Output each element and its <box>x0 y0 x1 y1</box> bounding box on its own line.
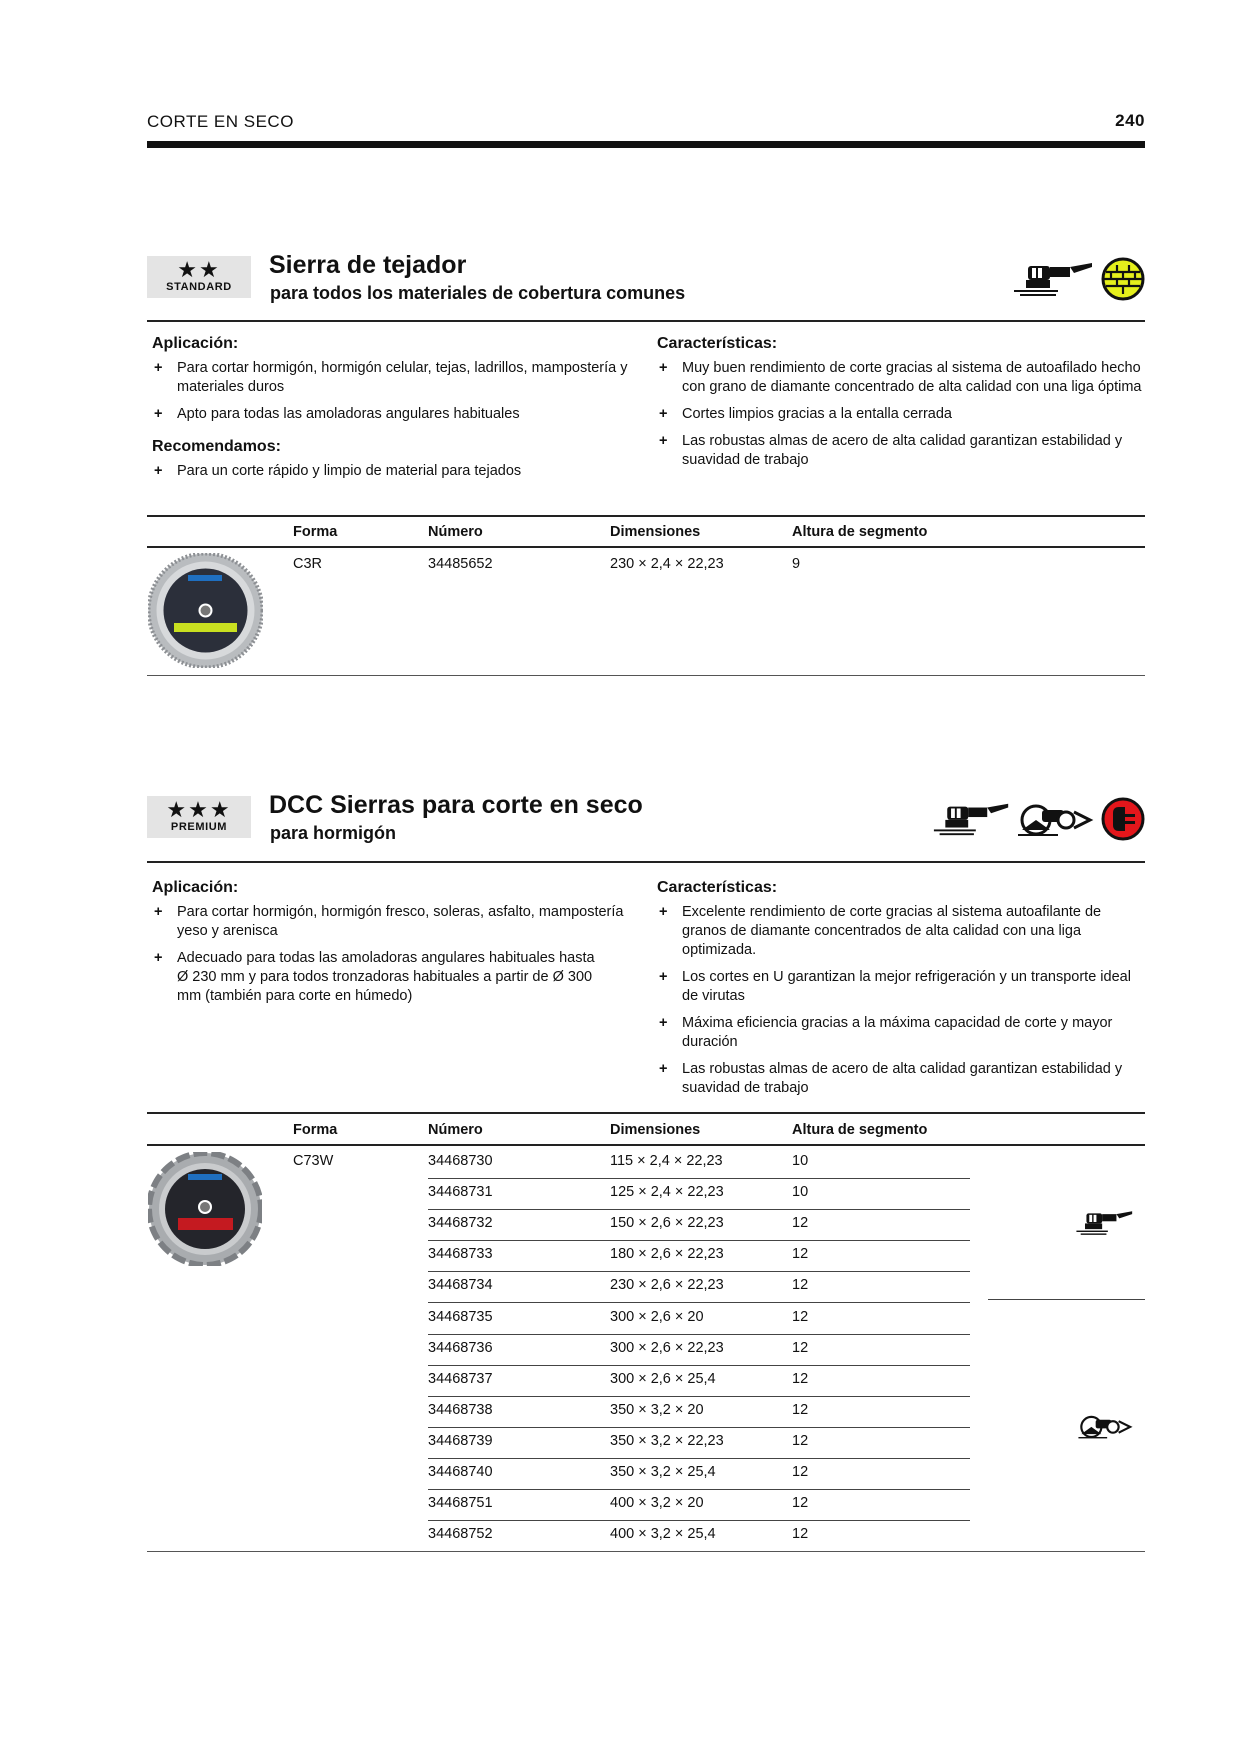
dimensiones-value: 115 × 2,4 × 22,23 <box>610 1153 723 1169</box>
table-top-rule <box>147 515 1145 517</box>
concrete-material-icon <box>1101 797 1145 841</box>
dimensiones-value: 150 × 2,6 × 22,23 <box>610 1215 724 1231</box>
dimensiones-value: 125 × 2,4 × 22,23 <box>610 1184 724 1200</box>
caracteristicas-item: + Las robustas almas de acero de alta calidad garantizan estabilidad y suavidad de trabajo <box>657 432 1142 470</box>
caracteristicas-item: + Las robustas almas de acero de alta calidad garantizan estabilidad y suavidad de trabajo <box>657 1060 1142 1098</box>
altura-value: 12 <box>792 1402 809 1418</box>
dimensiones-value: 230 × 2,4 × 22,23 <box>610 556 724 572</box>
numero-value: 34485652 <box>428 556 493 572</box>
altura-value: 10 <box>792 1184 809 1200</box>
numero-value: 34468735 <box>428 1309 493 1325</box>
caracteristicas-heading: Características: <box>657 879 778 896</box>
product-image-disc <box>148 1152 262 1266</box>
quality-badge-premium <box>147 796 251 838</box>
quality-level-label: STANDARD <box>166 281 232 293</box>
dimensiones-value: 300 × 2,6 × 22,23 <box>610 1340 724 1356</box>
numero-value: 34468736 <box>428 1340 493 1356</box>
numero-value: 34468730 <box>428 1153 493 1169</box>
altura-value: 12 <box>792 1246 809 1262</box>
row-separator <box>428 1178 970 1179</box>
quality-level-label: PREMIUM <box>170 821 228 833</box>
numero-value: 34468734 <box>428 1277 493 1293</box>
quality-badge-standard <box>147 256 251 298</box>
stars-rating: ★★★ <box>166 797 232 822</box>
row-separator <box>428 1520 970 1521</box>
row-separator <box>428 1209 970 1210</box>
product-subtitle: para hormigón <box>270 823 397 843</box>
altura-value: 12 <box>792 1371 809 1387</box>
angle-grinder-icon <box>1075 1207 1135 1237</box>
section-header: CORTE EN SECO <box>147 112 294 131</box>
table-header-rule <box>147 1144 1145 1146</box>
numero-value: 34468731 <box>428 1184 493 1200</box>
forma-value: C73W <box>293 1153 334 1169</box>
group-separator <box>988 1299 1145 1300</box>
dimensiones-value: 300 × 2,6 × 20 <box>610 1309 704 1325</box>
caracteristicas-item: + Muy buen rendimiento de corte gracias al sistema de autoafilado hecho con grano de diamante concentrado de alta calidad con una liga óptima <box>657 359 1142 397</box>
numero-value: 34468752 <box>428 1526 493 1542</box>
col-header-numero: Número <box>428 1122 483 1138</box>
aplicacion-block <box>152 879 637 1014</box>
dimensiones-value: 350 × 3,2 × 20 <box>610 1402 704 1418</box>
altura-value: 12 <box>792 1464 809 1480</box>
recomendamos-item: + Para un corte rápido y limpio de material para tejados <box>152 462 637 481</box>
caracteristicas-item: + Excelente rendimiento de corte gracias al sistema autoafilante de granos de diamante concentrados de alta calidad con una liga optimizada. <box>657 903 1142 960</box>
row-separator <box>428 1365 970 1366</box>
row-separator <box>428 1271 970 1272</box>
col-header-altura: Altura de segmento <box>792 1122 928 1138</box>
row-separator <box>428 1489 970 1490</box>
aplicacion-item: + Para cortar hormigón, hormigón celular, tejas, ladrillos, mampostería y materiales duros <box>152 359 637 397</box>
product-image-disc <box>148 553 263 668</box>
dimensiones-value: 350 × 3,2 × 25,4 <box>610 1464 716 1480</box>
dimensiones-value: 180 × 2,6 × 22,23 <box>610 1246 724 1262</box>
altura-value: 9 <box>792 556 801 572</box>
caracteristicas-item: + Cortes limpios gracias a la entalla cerrada <box>657 405 1142 424</box>
forma-value: C3R <box>293 556 323 572</box>
section-rule <box>147 861 1145 863</box>
numero-value: 34468737 <box>428 1371 493 1387</box>
angle-grinder-icon <box>932 798 1012 838</box>
altura-value: 12 <box>792 1277 809 1293</box>
numero-value: 34468740 <box>428 1464 493 1480</box>
col-header-numero: Número <box>428 524 483 540</box>
dimensiones-value: 400 × 3,2 × 20 <box>610 1495 704 1511</box>
product-title: Sierra de tejador <box>269 251 467 279</box>
product-subtitle: para todos los materiales de cobertura comunes <box>270 283 686 303</box>
altura-value: 12 <box>792 1340 809 1356</box>
recomendamos-heading: Recomendamos: <box>152 438 281 455</box>
table-bottom-rule <box>147 1551 1145 1552</box>
cut-off-saw-icon <box>1016 798 1094 838</box>
row-separator <box>428 1334 970 1335</box>
brick-material-icon <box>1101 257 1145 301</box>
section-rule <box>147 320 1145 322</box>
row-separator <box>428 1458 970 1459</box>
angle-grinder-icon <box>1012 258 1096 298</box>
aplicacion-item: + Adecuado para todas las amoladoras angulares habituales hasta Ø 230 mm y para todos tronzadoras habituales a partir de Ø 300 mm (también para corte en húmedo) <box>152 949 602 1006</box>
product-title: DCC Sierras para corte en seco <box>269 791 643 819</box>
page-number: 240 <box>1115 111 1145 130</box>
altura-value: 12 <box>792 1495 809 1511</box>
altura-value: 12 <box>792 1309 809 1325</box>
row-separator <box>428 1240 970 1241</box>
numero-value: 34468738 <box>428 1402 493 1418</box>
aplicacion-block <box>152 335 637 489</box>
table-header-rule <box>147 546 1145 548</box>
aplicacion-item: + Para cortar hormigón, hormigón fresco, soleras, asfalto, mampostería yeso y arenisca <box>152 903 637 941</box>
altura-value: 12 <box>792 1526 809 1542</box>
altura-value: 10 <box>792 1153 809 1169</box>
col-header-forma: Forma <box>293 1122 338 1138</box>
row-separator <box>428 1396 970 1397</box>
col-header-forma: Forma <box>293 524 338 540</box>
altura-value: 12 <box>792 1433 809 1449</box>
numero-value: 34468732 <box>428 1215 493 1231</box>
dimensiones-value: 230 × 2,6 × 22,23 <box>610 1277 724 1293</box>
dimensiones-value: 300 × 2,6 × 25,4 <box>610 1371 716 1387</box>
cut-off-saw-icon <box>1077 1411 1133 1440</box>
caracteristicas-heading: Características: <box>657 335 778 352</box>
aplicacion-heading: Aplicación: <box>152 335 239 352</box>
dimensiones-value: 400 × 3,2 × 25,4 <box>610 1526 716 1542</box>
aplicacion-item: + Apto para todas las amoladoras angulares habituales <box>152 405 637 424</box>
row-separator <box>428 1302 970 1303</box>
caracteristicas-block <box>657 335 1142 478</box>
numero-value: 34468739 <box>428 1433 493 1449</box>
col-header-dimensiones: Dimensiones <box>610 524 701 540</box>
col-header-dimensiones: Dimensiones <box>610 1122 701 1138</box>
row-separator <box>428 1427 970 1428</box>
numero-value: 34468751 <box>428 1495 493 1511</box>
dimensiones-value: 350 × 3,2 × 22,23 <box>610 1433 724 1449</box>
table-bottom-rule <box>147 675 1145 676</box>
caracteristicas-block <box>657 879 1142 1106</box>
caracteristicas-item: + Máxima eficiencia gracias a la máxima capacidad de corte y mayor duración <box>657 1014 1142 1052</box>
col-header-altura: Altura de segmento <box>792 524 928 540</box>
aplicacion-heading: Aplicación: <box>152 879 239 896</box>
altura-value: 12 <box>792 1215 809 1231</box>
stars-rating: ★★ <box>177 257 221 282</box>
table-top-rule <box>147 1112 1145 1114</box>
header-rule <box>147 141 1145 148</box>
caracteristicas-item: + Los cortes en U garantizan la mejor refrigeración y un transporte ideal de virutas <box>657 968 1142 1006</box>
numero-value: 34468733 <box>428 1246 493 1262</box>
